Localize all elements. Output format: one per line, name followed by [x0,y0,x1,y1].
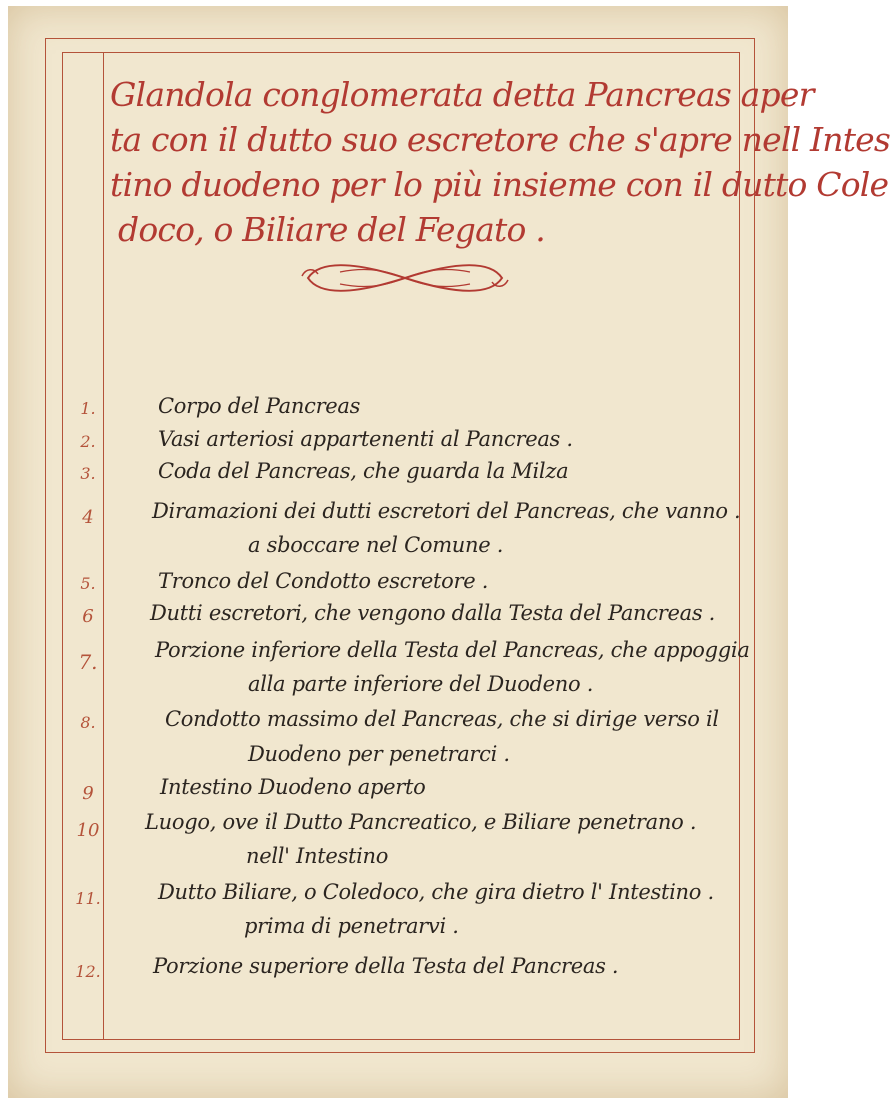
item-text: Diramazioni dei dutti escretori del Pancreas, che vanno . [152,499,741,523]
item-number: 9 [82,783,94,804]
item-number: 2. [80,432,96,451]
item-text-continued: alla parte inferiore del Duodeno . [248,672,594,696]
item-number: 5. [80,574,96,593]
item-number: 10 [76,820,100,841]
item-text: Condotto massimo del Pancreas, che si dirige verso il [165,707,719,731]
title-line-1: Glandola conglomerata detta Pancreas aper [110,75,814,114]
item-text: Coda del Pancreas, che guarda la Milza [158,459,569,483]
item-number: 3. [80,464,96,483]
item-number: 12. [75,962,101,981]
item-number: 8. [80,713,96,732]
ornamental-flourish [300,254,510,302]
item-text: Corpo del Pancreas [158,394,361,418]
item-number: 6 [82,606,94,627]
item-text: Porzione inferiore della Testa del Pancreas, che appoggia [155,638,750,662]
item-text-continued: Duodeno per penetrarci . [248,742,510,766]
item-text-continued: nell' Intestino [246,844,389,868]
item-text: Porzione superiore della Testa del Pancreas . [153,954,619,978]
title-line-2: ta con il dutto suo escretore che s'apre nell Intes [110,120,890,159]
item-text: Vasi arteriosi appartenenti al Pancreas . [158,427,573,451]
item-text: Intestino Duodeno aperto [160,775,426,799]
item-text-continued: prima di penetrarvi . [244,914,459,938]
title-line-4: doco, o Biliare del Fegato . [118,210,545,249]
item-number: 11. [75,889,101,908]
item-text: Dutti escretori, che vengono dalla Testa del Pancreas . [150,601,716,625]
item-text: Dutto Biliare, o Coledoco, che gira dietro l' Intestino . [158,880,714,904]
item-text-continued: a sboccare nel Comune . [248,533,504,557]
item-text: Luogo, ove il Dutto Pancreatico, e Biliare penetrano . [145,810,697,834]
item-number: 7. [78,650,98,674]
title-line-3: tino duodeno per lo più insieme con il dutto Cole [110,165,889,204]
page-title [110,72,890,252]
item-number: 4 [82,507,94,528]
item-number: 1. [80,399,96,418]
item-text: Tronco del Condotto escretore . [158,569,489,593]
